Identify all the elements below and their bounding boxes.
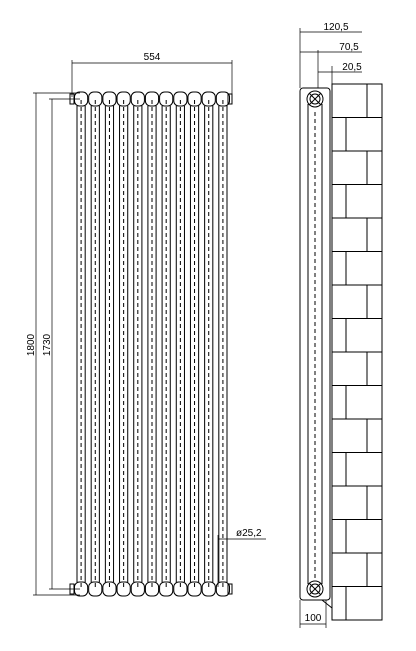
radiator-column: [103, 92, 116, 596]
centres-height-label: 1730: [42, 333, 53, 357]
radiator-column: [131, 92, 144, 596]
depth-total-label: 120,5: [323, 22, 349, 33]
overall-height-label: 1800: [26, 333, 37, 357]
side-view: [300, 22, 382, 628]
front-width-label: 554: [143, 52, 161, 63]
radiator-column: [216, 92, 229, 596]
radiator-column: [174, 92, 187, 596]
depth-wall-label: 20,5: [342, 62, 362, 73]
wall-bricks: [332, 84, 382, 620]
pipe-diameter-label: ø25,2: [236, 528, 262, 539]
radiator-column: [145, 92, 158, 596]
radiator-column: [75, 92, 88, 596]
bottom-connection: [307, 581, 323, 597]
side-bottom-label: 100: [304, 613, 322, 624]
depth-mid-label: 70,5: [339, 42, 359, 53]
top-connection: [307, 91, 323, 107]
radiator-column: [202, 92, 215, 596]
radiator-column: [117, 92, 130, 596]
front-view: [26, 52, 266, 596]
radiator-column: [89, 92, 102, 596]
bracket: [322, 600, 332, 608]
radiator-columns: [70, 92, 232, 596]
radiator-column: [188, 92, 201, 596]
radiator-column: [160, 92, 173, 596]
